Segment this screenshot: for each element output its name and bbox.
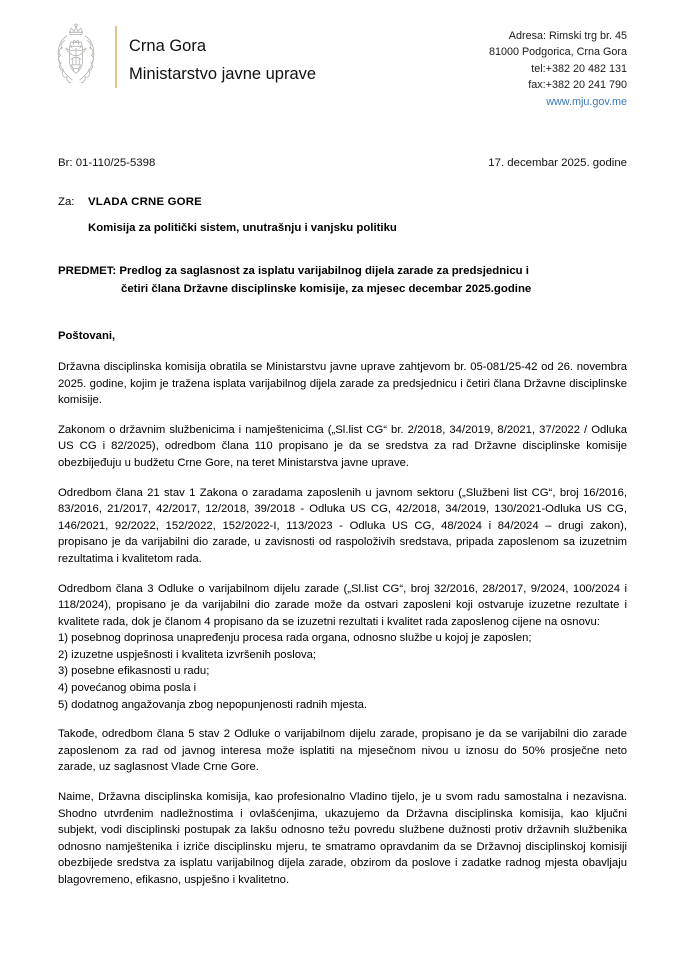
reference-date-row	[0, 157, 679, 169]
subject-line-1: PREDMET: Predlog za saglasnost za isplatu varijabilnog dijela zarade za predsjednicu i	[58, 265, 529, 278]
letterhead	[0, 0, 679, 110]
addressee-row	[58, 196, 627, 208]
brand-divider	[115, 26, 117, 88]
subject-line-2: četiri člana Državne disciplinske komisije, za mjesec decembar 2025.godine	[121, 282, 532, 295]
list-item: 4) povećanog obima posla i	[58, 682, 197, 695]
body-paragraph: Državna disciplinska komisija obratila se Ministarstvu javne uprave zahtjevom br. 05-081/25-42 od 26. novembra 2025. godine, kojim je tražena isplata varijabilnog dijela zarade za predsjednicu i četiri člana Državne disciplinske komisije.	[58, 360, 627, 407]
addressee-name: VLADA CRNE GORE	[88, 196, 202, 209]
contact-website-link[interactable]: www.mju.gov.me	[546, 95, 627, 108]
addressee-label: Za:	[58, 196, 75, 209]
list-item: 2) izuzetne uspješnosti i kvaliteta izvršenih poslova;	[58, 648, 317, 661]
body-paragraph: Naime, Državna disciplinska komisija, kao profesionalno Vladino tijelo, je u svom radu samostalna i nezavisna. Shodno utvrđenim nadležnostima i ovlašćenjima, ukazujemo da Državna disciplinska komisija, kao ključni subjekt, vodi disciplinski postupak za lakšu odnosno težu povredu službene dužnosti protiv državnih službenika odnosno namještenika i izriče disciplinsku mjeru, te smatramo opravdanim da se Državnoj disciplinskoj komisiji obezbijede sredstva za isplatu varijabilnog dijela zarade, obzirom da poslove i zadatke radnog mjesta obavljaju blagovremeno, efikasno, uspješno i kvalitetno.	[58, 791, 627, 886]
criteria-list	[58, 630, 627, 713]
document-date: 17. decembar 2025. godine	[488, 157, 627, 170]
subject-block	[0, 263, 679, 298]
brand-block	[47, 22, 316, 92]
body-paragraph: Takođe, odredbom člana 5 stav 2 Odluke o varijabilnom dijelu zarade, propisano je da se varijabilni dio zarade zaposlenom za rad od javnog interesa može isplatiti na mjesečnom nivou u iznosu do 50% prosječne neto zarade, uz saglasnost Vlade Crne Gore.	[58, 728, 627, 774]
list-item: 1) posebnog doprinosa unapređenju procesa rada organa, odnosno službe u kojoj je zaposlen;	[58, 632, 532, 645]
contact-city: 81000 Podgorica, Crna Gora	[488, 46, 627, 59]
body-paragraph: Odredbom člana 3 Odluke o varijabilnom dijelu zarade („Sl.list CG“, broj 32/2016, 28/2017, 9/2024, 100/2024 i 118/2024), propisano je da varijabilni dio zarade može da ostvari zaposleni koji ostvaruje izuzetne rezultate i kvalitete rada, dok je članom 4 propisano da se izuzetni rezultati i kvalitet rada zaposlenog cijene na osnovu:	[58, 582, 627, 628]
addressee-block	[0, 196, 679, 234]
contact-fax: fax:+382 20 241 790	[528, 79, 627, 92]
ministry-name: Ministarstvo javne uprave	[129, 64, 317, 83]
body-paragraph: Odredbom člana 21 stav 1 Zakona o zaradama zaposlenih u javnom sektoru („Službeni list CG“, broj 16/2016, 83/2016, 21/2017, 42/2017, 12/2018, 39/2018 - Odluka US CG, 42/2018, 34/2019, 130/2021-Odluka US CG, 146/2021, 92/2022, 152/2022, 152/2022-I, 113/2023 - Odluka US CG, 48/2024 i 84/2024 – drugi zakon), propisano je da varijabilni dio zarade, u zavisnosti od raspoloživih sredstava, pripada zaposlenom sa izuzetnim rezultatima i kvalitetom rada.	[58, 486, 627, 565]
montenegro-coat-of-arms-icon	[47, 22, 105, 92]
body-paragraph: Zakonom o državnim službenicima i namještenicima („Sl.list CG“ br. 2/2018, 34/2019, 8/2021, 37/2022 / Odluka US CG i 82/2025), odredbom člana 110 propisano je da se sredstva za rad Državne disciplinske komisije obezbijeđuju u budžetu Crne Gore, na teret Ministarstva javne uprave.	[58, 423, 627, 469]
list-item: 3) posebne efikasnosti u radu;	[58, 665, 210, 678]
country-name: Crna Gora	[129, 36, 207, 55]
addressee-subunit: Komisija za politički sistem, unutrašnju i vanjsku politiku	[88, 222, 397, 235]
salutation: Poštovani,	[58, 330, 116, 343]
list-item: 5) dodatnog angažovanja zbog nepopunjenosti radnih mjesta.	[58, 698, 368, 711]
reference-number: Br: 01-110/25-5398	[58, 157, 156, 170]
contact-block	[489, 22, 627, 110]
brand-text	[129, 31, 316, 84]
contact-address: Adresa: Rimski trg br. 45	[508, 30, 627, 42]
letter-body	[0, 328, 679, 888]
contact-tel: tel:+382 20 482 131	[531, 62, 627, 75]
